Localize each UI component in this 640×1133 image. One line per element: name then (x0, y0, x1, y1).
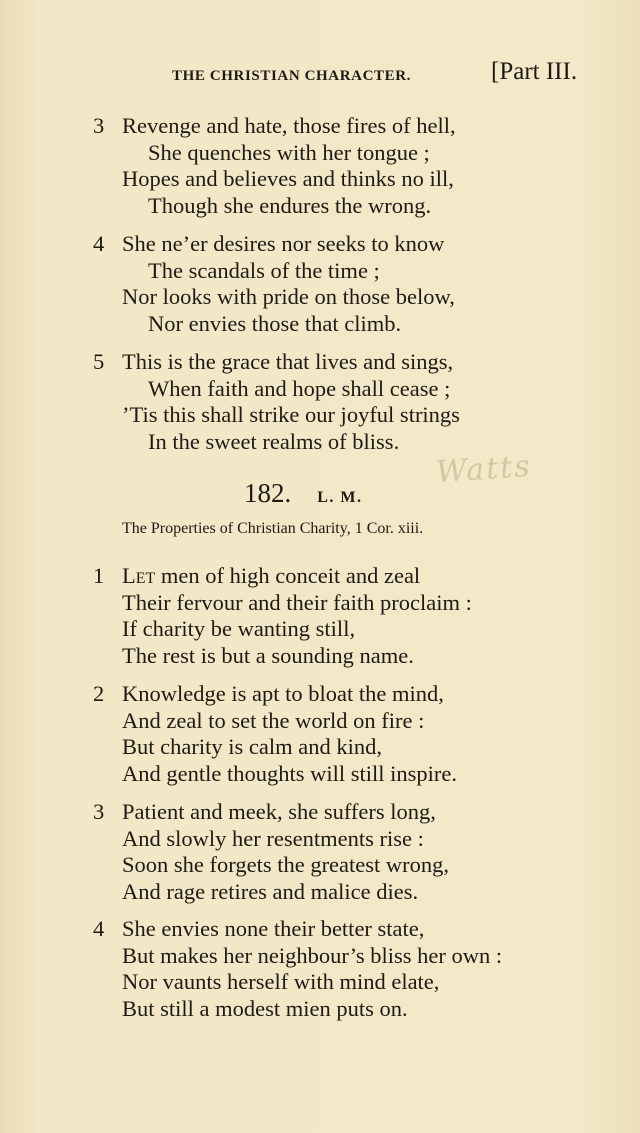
verse-line: The rest is but a sounding name. (122, 643, 414, 669)
hymn-meter: L. M. (317, 489, 363, 506)
verse-line: Though she endures the wrong. (148, 193, 432, 219)
running-head: THE CHRISTIAN CHARACTER. (172, 68, 412, 84)
verse-line: And slowly her resentments rise : (122, 825, 424, 851)
verse-line: The scandals of the time ; (148, 257, 380, 283)
verse-first-line (122, 563, 420, 590)
verse-line: But still a modest mien puts on. (122, 996, 408, 1022)
verse-line: Nor looks with pride on those below, (122, 284, 455, 310)
verse-line: But makes her neighbour’s bliss her own : (122, 942, 503, 968)
verse-line: She ne’er desires nor seeks to know (122, 231, 445, 256)
verse-line: Soon she forgets the greatest wrong, (122, 852, 450, 878)
verse-line: Nor vaunts herself with mind elate, (122, 969, 440, 995)
verse-line: If charity be wanting still, (122, 616, 356, 642)
verse-line: And zeal to set the world on fire : (122, 707, 425, 733)
verse-number: 4 (93, 231, 105, 256)
part-label: [Part III. (491, 58, 578, 85)
verse-line: When faith and hope shall cease ; (148, 375, 451, 401)
verse-number: 5 (93, 349, 105, 374)
handwritten-attribution: Watts (434, 448, 533, 491)
verse-number: 3 (93, 799, 105, 824)
verse-line: And rage retires and malice dies. (122, 879, 419, 905)
verse-line: This is the grace that lives and sings, (122, 349, 454, 374)
verse-line: In the sweet realms of bliss. (148, 429, 400, 455)
verse-line: Their fervour and their faith proclaim : (122, 589, 472, 615)
verse-number: 4 (93, 916, 105, 941)
verse-line: She envies none their better state, (122, 916, 425, 941)
verse-line: Revenge and hate, those fires of hell, (122, 113, 456, 138)
first-line-rest: men of high conceit and zeal (155, 563, 421, 588)
verse-line: Knowledge is apt to bloat the mind, (122, 681, 444, 706)
verse-line: Nor envies those that climb. (148, 311, 402, 337)
hymn-number: 182. (244, 478, 292, 508)
verse-line: ’Tis this shall strike our joyful strings (122, 402, 460, 428)
page-header (0, 58, 640, 92)
verse-line: Patient and meek, she suffers long, (122, 799, 436, 824)
verse-line: She quenches with her tongue ; (148, 139, 430, 165)
hymn-title (244, 478, 363, 509)
first-word: Let (122, 563, 156, 588)
verse-line: Hopes and believes and thinks no ill, (122, 166, 454, 192)
verse-line: But charity is calm and kind, (122, 734, 382, 760)
verse-number: 1 (93, 563, 105, 588)
verse-number: 3 (93, 113, 105, 138)
verse-number: 2 (93, 681, 105, 706)
verse-line: And gentle thoughts will still inspire. (122, 761, 457, 787)
hymn-subtitle: The Properties of Christian Charity, 1 Cor. xiii. (122, 520, 424, 537)
